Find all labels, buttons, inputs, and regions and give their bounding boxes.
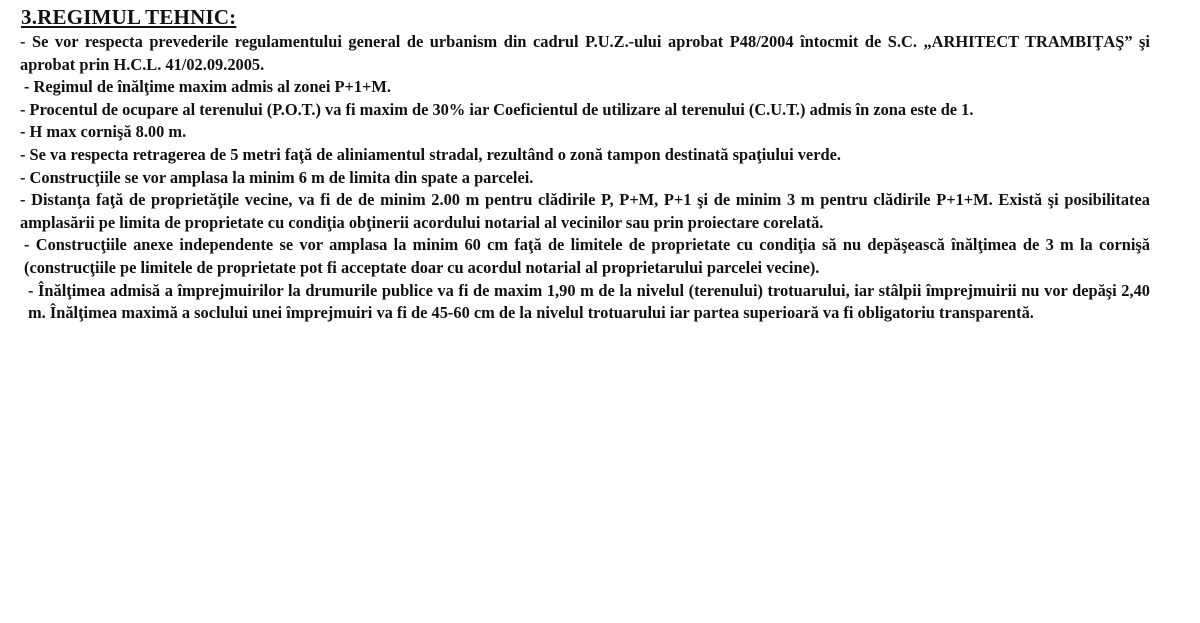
paragraph-pot-cut: - Procentul de ocupare al terenului (P.O.T.) va fi maxim de 30% iar Coeficientul de utilizare al terenului (C.U.T.) admis în zona este de 1.: [20, 99, 974, 119]
paragraph-annex-buildings: - Construcţiile anexe independente se vor amplasa la minim 60 cm faţă de limitele de proprietate cu condiţia să nu depăşească înălţimea de 3 m la cornişă (construcţiile pe limitele de proprietate pot fi acceptate doar cu acordul notarial al proprietarului parcelei vecine).: [24, 235, 1150, 277]
paragraph-fence-height: - Înălţimea admisă a împrejmuirilor la drumurile publice va fi de maxim 1,90 m de la nivelul (terenului) trotuarului, iar stâlpii împrejmuirii nu vor depăşi 2,40 m. Înălţimea maximă a soclului unei împrejmuiri va fi de 45-60 cm de la nivelul trotuarului iar partea superioară va fi obligatoriu transparentă.: [28, 280, 1150, 323]
paragraph-height-regime: - Regimul de înălţime maxim admis al zonei P+1+M.: [24, 77, 391, 97]
section-title: 3.REGIMUL TEHNIC:: [21, 5, 237, 29]
paragraph-rear-setback: - Construcţiile se vor amplasa la minim 6 m de limita din spate a parcelei.: [20, 167, 534, 187]
paragraph-street-setback: - Se va respecta retragerea de 5 metri faţă de aliniamentul stradal, rezultând o zonă tampon destinată spaţiului verde.: [20, 144, 841, 164]
paragraph-max-cornice-height: - H max cornişă 8.00 m.: [20, 122, 187, 142]
paragraph-puz-regulations: - Se vor respecta prevederile regulamentului general de urbanism din cadrul P.U.Z.-ului aprobat P48/2004 întocmit de S.C. „ARHITECT TRAMBIŢAŞ” şi aprobat prin H.C.L. 41/02.09.2005.: [20, 32, 1150, 74]
paragraph-neighbor-distance: - Distanţa faţă de proprietăţile vecine, va fi de de minim 2.00 m pentru clădirile P, P+M, P+1 şi de minim 3 m pentru clădirile P+1+M. Există şi posibilitatea amplasării pe limita de proprietate cu condiţia obţinerii acordului notarial al vecinilor sau prin proiectare corelată.: [20, 190, 1150, 232]
document-page: [20, 4, 1150, 325]
